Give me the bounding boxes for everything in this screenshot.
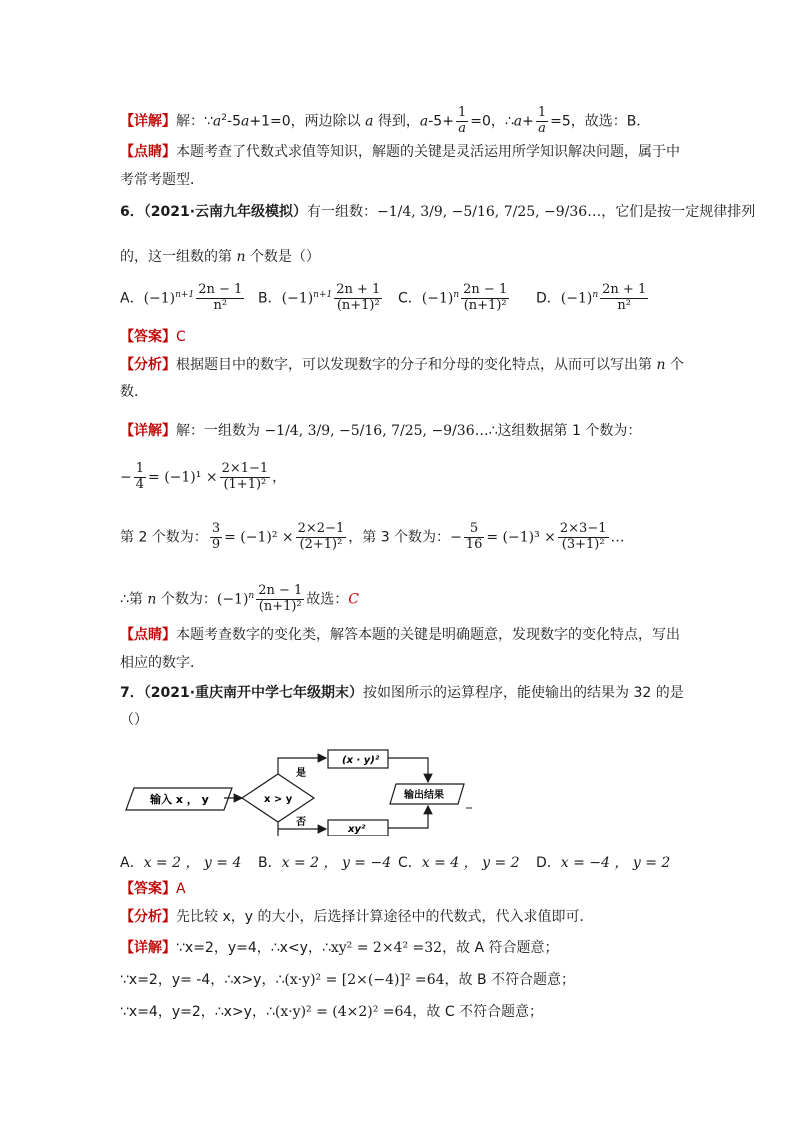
question-text: （） — [120, 712, 148, 728]
output-label: 输出结果 — [404, 790, 444, 801]
option-sign: (−1) — [281, 290, 314, 307]
analysis-text: 数． — [120, 384, 148, 400]
detail-tag: 【详解】 — [120, 113, 176, 130]
remark-tag: 【点睛】 — [120, 144, 176, 160]
option-label: D． — [536, 855, 561, 871]
q5-detail-text: =0，∴ — [470, 113, 514, 130]
q5-detail-text: 解：∵ — [176, 113, 213, 130]
flowchart — [120, 736, 480, 836]
number-sequence: −1/4, 3/9, −5/16, 7/25, −9/36… — [264, 423, 489, 439]
option-text: x = 2 ， y = 4 — [143, 855, 242, 871]
q5-detail-line — [120, 106, 650, 137]
option-text: x = −4 ， y = 2 — [560, 855, 671, 871]
question-text: ，它们是按一定规律排列 — [601, 204, 756, 220]
detail-text: ∴第 — [120, 591, 143, 608]
detail-text: … — [610, 529, 625, 546]
detail-text: 解：一组数为 — [176, 423, 260, 439]
var-n: n — [248, 590, 255, 601]
q5-remark-text: 考常考题型． — [120, 172, 204, 188]
option-fraction: $\frac{2n + 1}{\text{n²}}$ — [602, 282, 647, 313]
arrow-no-to-output — [388, 806, 428, 828]
q6-detail-first: − $\frac{1}{4}$ = (−1)¹ × $\frac{2\times 1-1}{\text{(1+1)²}}$ ， — [120, 461, 287, 492]
q6-analysis-line-2 — [120, 385, 148, 399]
question-number: 7． — [120, 685, 144, 701]
option-label: C． — [398, 855, 422, 871]
option-exponent: n — [592, 289, 599, 300]
analysis-text: 根据题目中的数字，可以发现数字的分子和分母的变化特点，从而可以写出第 — [176, 357, 652, 373]
option-d[interactable] — [536, 283, 650, 314]
q5-detail-text: 得到， — [377, 113, 420, 130]
fraction-term-1: $\frac{2\times 1-1}{\text{(1+1)²}}$ — [221, 461, 269, 492]
number-sequence: −1/4, 3/9, −5/16, 7/25, −9/36… — [377, 204, 602, 220]
fraction-3-9: $\frac{3}{9}$ — [211, 521, 221, 552]
detail-text: ，第 3 个数为： — [348, 529, 451, 546]
q5-detail-text: =5，故选：B． — [550, 113, 651, 130]
input-label: 输入 x ， y — [150, 793, 209, 806]
q5-detail-text: -5+ — [428, 113, 454, 130]
decision-label: x > y — [264, 794, 293, 805]
analysis-tag: 【分析】 — [120, 909, 176, 925]
fraction-1-over-a: $\frac{1}{a}$ — [537, 105, 547, 136]
option-a[interactable] — [120, 283, 246, 314]
option-sign: (−1) — [560, 290, 593, 307]
q7-option-c[interactable] — [398, 852, 520, 872]
option-sign: (−1) — [143, 290, 176, 307]
detail-text: ∵x=2，y=4，∴x<y，∴ — [176, 940, 331, 956]
detail-expr: (−1) — [216, 591, 249, 608]
yes-label: 是 — [296, 768, 306, 779]
option-label: B． — [258, 290, 282, 307]
detail-expr: = (−1)¹ × — [148, 469, 218, 486]
no-expr: xy² — [348, 824, 366, 835]
var-a: a — [513, 113, 523, 130]
var-n: n — [236, 249, 246, 265]
option-label: D． — [536, 290, 561, 307]
q7-option-a[interactable] — [120, 852, 241, 872]
answer-value: C — [176, 329, 186, 345]
q5-detail-text: +1=0，两边除以 — [249, 113, 361, 130]
answer-value: C — [348, 591, 360, 608]
detail-text: 个数为： — [160, 591, 217, 608]
var-a: a — [419, 113, 429, 130]
var-a: a — [212, 113, 222, 130]
var-a: a — [240, 113, 250, 130]
q7-detail-2 — [120, 973, 575, 987]
remark-tag: 【点睛】 — [120, 627, 176, 643]
option-label: A． — [120, 855, 144, 871]
option-exponent: n+1 — [175, 289, 195, 300]
detail-tag: 【详解】 — [120, 423, 176, 439]
option-b[interactable] — [258, 283, 384, 314]
q7-analysis — [120, 910, 593, 924]
fraction-term-3: $\frac{2\times 3-1}{\text{(3+1)²}}$ — [559, 521, 607, 552]
q7-title-line-2 — [120, 713, 148, 727]
detail-expr: = (−1)³ × — [486, 529, 556, 546]
q6-answer — [120, 330, 186, 344]
var-n: n — [656, 357, 666, 373]
q6-analysis — [120, 358, 684, 372]
no-label: 否 — [296, 817, 306, 828]
detail-text: ，故 C 不符合题意； — [412, 1004, 544, 1020]
detail-text: ∴这组数据第 1 个数为： — [488, 423, 642, 439]
q5-detail-text: -5 — [227, 113, 241, 130]
q7-option-d[interactable] — [536, 852, 670, 872]
question-text: 的，这一组数的第 — [120, 249, 232, 265]
q7-title — [120, 686, 684, 700]
question-text: 按如图所示的运算程序，能使输出的结果为 32 的是 — [363, 685, 684, 701]
option-text: x = 2 ， y = −4 — [281, 855, 392, 871]
option-fraction: $\frac{2n - 1}{\text{(n+1)²}}$ — [463, 282, 508, 313]
option-sign: (−1) — [421, 290, 454, 307]
q5-remark-line — [120, 145, 680, 159]
arrow-yes-to-output — [388, 758, 428, 782]
answer-tag: 【答案】 — [120, 329, 176, 345]
detail-text: ∵x=2，y= -4，∴x>y，∴ — [120, 972, 285, 988]
flowchart-svg — [120, 736, 480, 836]
var-a: a — [365, 113, 374, 130]
detail-tag: 【详解】 — [120, 940, 176, 956]
analysis-text: 个 — [669, 357, 684, 373]
detail-text: ， — [272, 469, 287, 486]
question-number: 6． — [120, 204, 144, 220]
q6-title — [120, 205, 755, 219]
detail-expr: xy² = 2×4² =32 — [330, 940, 443, 956]
detail-text: 故选： — [306, 591, 349, 608]
q6-remark — [120, 628, 680, 642]
q6-detail — [120, 424, 641, 438]
question-source: （2021·重庆南开中学七年级期末） — [143, 685, 364, 701]
q5-remark-text: 本题考查了代数式求值等知识，解题的关键是灵活运用所学知识解决问题，属于中 — [176, 144, 680, 160]
answer-tag: 【答案】 — [120, 881, 176, 897]
q6-detail-second: 第 2 个数为： $\frac{3}{9}$ = (−1)² × $\frac{2\times 2-1}{\text{(2+1)²}}$ ，第 3 个数为：− $\frac{5}{16}$ = (−1)³ × $\frac{2\times 3-1}{\text{(3+1)²}}$ … — [120, 521, 625, 552]
remark-text: 本题考查数字的变化类，解答本题的关键是明确题意，发现数字的变化特点，写出 — [176, 627, 680, 643]
question-source: （2021·云南九年级模拟） — [143, 204, 308, 220]
yes-expr: (x · y)² — [342, 755, 380, 766]
q6-remark-line-2 — [120, 656, 204, 670]
detail-expr: (x·y)² = (4×2)² =64 — [274, 1004, 413, 1020]
q7-detail-3 — [120, 1005, 543, 1019]
q7-answer — [120, 882, 186, 896]
question-text: 有一组数： — [307, 204, 378, 220]
detail-text: ，故 A 符合题意； — [442, 940, 559, 956]
option-fraction: $\frac{2n + 1}{\text{(n+1)²}}$ — [336, 282, 381, 313]
detail-text: 第 2 个数为： — [120, 529, 208, 546]
detail-text: ∵x=4，y=2，∴x>y，∴ — [120, 1004, 275, 1020]
fraction-1-over-a: $\frac{1}{a}$ — [457, 105, 467, 136]
var-n: n — [147, 591, 157, 608]
question-text: 个数是（） — [249, 249, 320, 265]
option-fraction: $\frac{2n - 1}{\text{n²}}$ — [198, 282, 243, 313]
analysis-text: 先比较 x，y 的大小，后选择计算途径中的代数式，代入求值即可． — [176, 909, 594, 925]
remark-text: 相应的数字． — [120, 655, 204, 671]
answer-value: A — [176, 881, 186, 897]
option-label: C． — [398, 290, 422, 307]
q6-detail-nth — [120, 584, 359, 615]
q7-option-b[interactable] — [258, 852, 391, 872]
option-exponent: n — [453, 289, 460, 300]
detail-expr: (x·y)² = [2×(−4)]² =64 — [284, 972, 445, 988]
q5-remark-line-2 — [120, 173, 204, 187]
q7-detail-1 — [120, 941, 559, 955]
option-c[interactable] — [398, 283, 511, 314]
fraction-1-4: $\frac{1}{4}$ — [135, 461, 145, 492]
option-text: x = 4 ， y = 2 — [421, 855, 520, 871]
detail-text: ，故 B 不符合题意； — [444, 972, 576, 988]
q5-detail-text: + — [522, 113, 534, 130]
exponent: 2 — [221, 112, 228, 123]
option-exponent: n+1 — [313, 289, 333, 300]
q6-title-line-2 — [120, 250, 320, 264]
fraction-term-2: $\frac{2\times 2-1}{\text{(2+1)²}}$ — [297, 521, 345, 552]
fraction-nth: $\frac{2n - 1}{\text{(n+1)²}}$ — [258, 583, 303, 614]
option-label: B． — [258, 855, 282, 871]
option-label: A． — [120, 290, 144, 307]
analysis-tag: 【分析】 — [120, 357, 176, 373]
fraction-5-16: $\frac{5}{16}$ — [465, 521, 483, 552]
detail-expr: = (−1)² × — [224, 529, 294, 546]
